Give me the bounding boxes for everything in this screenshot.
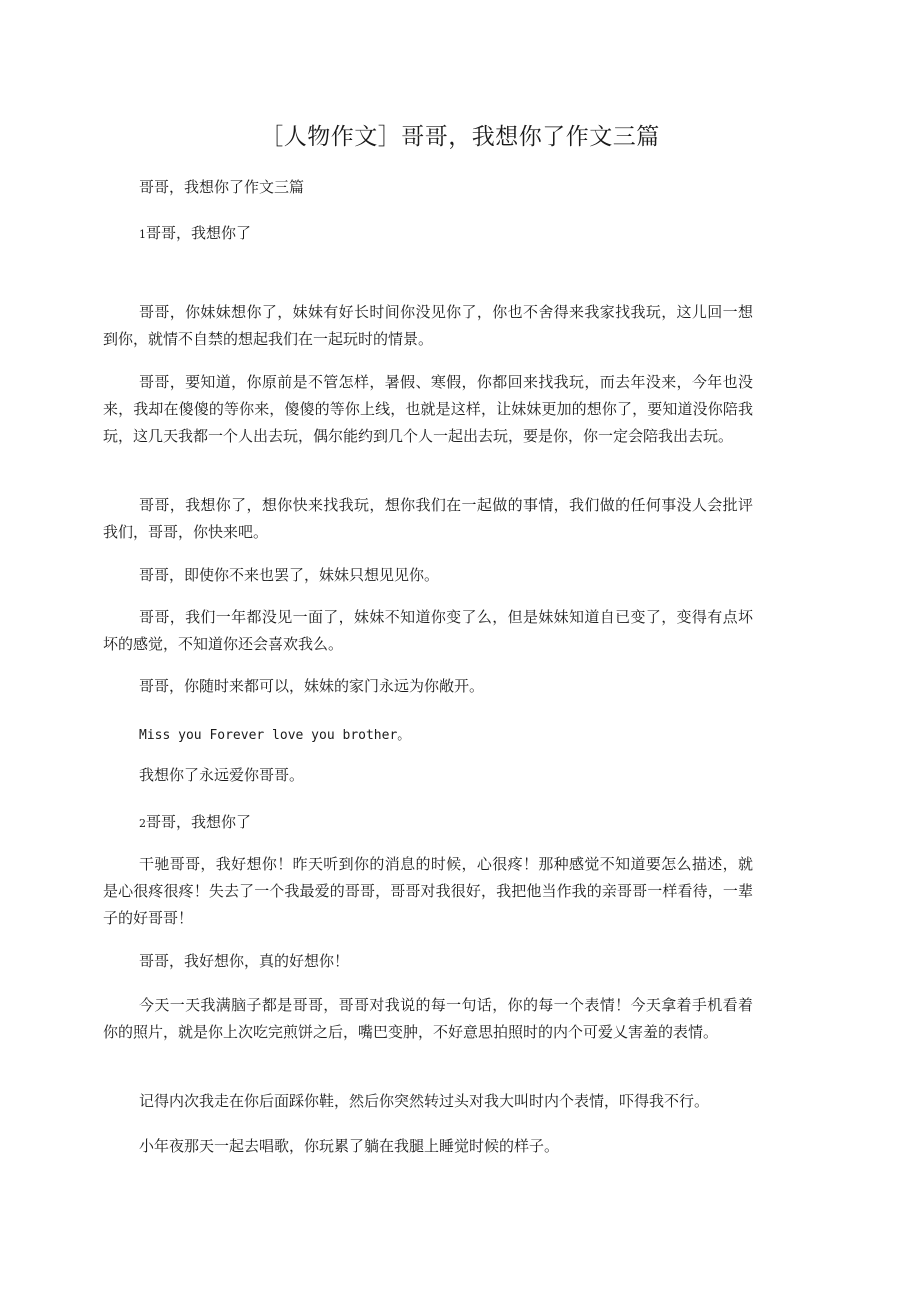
section-1-heading (139, 223, 251, 245)
chinese-line: 我想你了永远爱你哥哥。 (139, 766, 305, 784)
section-2-heading-text: 哥哥，我想你了 (146, 813, 252, 831)
paragraph: 哥哥，你随时来都可以，妹妹的家门永远为你敞开。 (139, 677, 485, 695)
paragraph: 记得内次我走在你后面踩你鞋，然后你突然转过头对我大叫时内个表情，吓得我不行。 (139, 1092, 710, 1110)
paragraph: 哥哥，你妹妹想你了，妹妹有好长时间你没见你了，你也不舍得来我家找我玩，这儿回一想到你，就情不自禁的想起我们在一起玩时的情景。 (103, 303, 753, 348)
section-2-heading (139, 812, 251, 834)
section-1-heading-text: 哥哥，我想你了 (146, 224, 252, 242)
paragraph: 哥哥，即使你不来也罢了，妹妹只想见见你。 (139, 566, 440, 584)
paragraph: 小年夜那天一起去唱歌，你玩累了躺在我腿上睡觉时候的样子。 (139, 1137, 560, 1155)
document-title: ［人物作文］哥哥，我想你了作文三篇 (260, 124, 660, 150)
paragraph: 哥哥，要知道，你原前是不管怎样，暑假、寒假，你都回来找我玩，而去年没来，今年也没来，我却在傻傻的等你来，傻傻的等你上线，也就是这样，让妹妹更加的想你了，要知道没你陪我玩，这几天我都一个人出去玩，偶尔能约到几个人一起出去玩，要是你，你一定会陪我出去玩。 (103, 373, 753, 445)
section-2-number: 2 (139, 817, 146, 830)
paragraph: 今天一天我满脑子都是哥哥，哥哥对我说的每一句话，你的每一个表情！今天拿着手机看着你的照片，就是你上次吃完煎饼之后，嘴巴变肿，不好意思拍照时的内个可爱乂害羞的表情。 (103, 996, 753, 1041)
paragraph: 哥哥，我们一年都没见一面了，妹妹不知道你变了么，但是妹妹知道自已变了，变得有点坏坏的感觉，不知道你还会喜欢我么。 (103, 608, 753, 653)
document-subtitle: 哥哥，我想你了作文三篇 (139, 178, 305, 196)
paragraph: 哥哥，我好想你，真的好想你！ (139, 952, 350, 970)
section-1-number: 1 (139, 228, 146, 241)
paragraph: 干驰哥哥，我好想你！昨天听到你的消息的时候，心很疼！那种感觉不知道要怎么描述，就是心很疼很疼！失去了一个我最爱的哥哥，哥哥对我很好，我把他当作我的亲哥哥一样看待，一辈子的好哥哥！ (103, 855, 753, 927)
paragraph: 哥哥，我想你了，想你快来找我玩，想你我们在一起做的事情，我们做的任何事没人会批评我们，哥哥，你快来吧。 (103, 496, 753, 541)
english-line: Miss you Forever love you brother。 (139, 728, 411, 743)
